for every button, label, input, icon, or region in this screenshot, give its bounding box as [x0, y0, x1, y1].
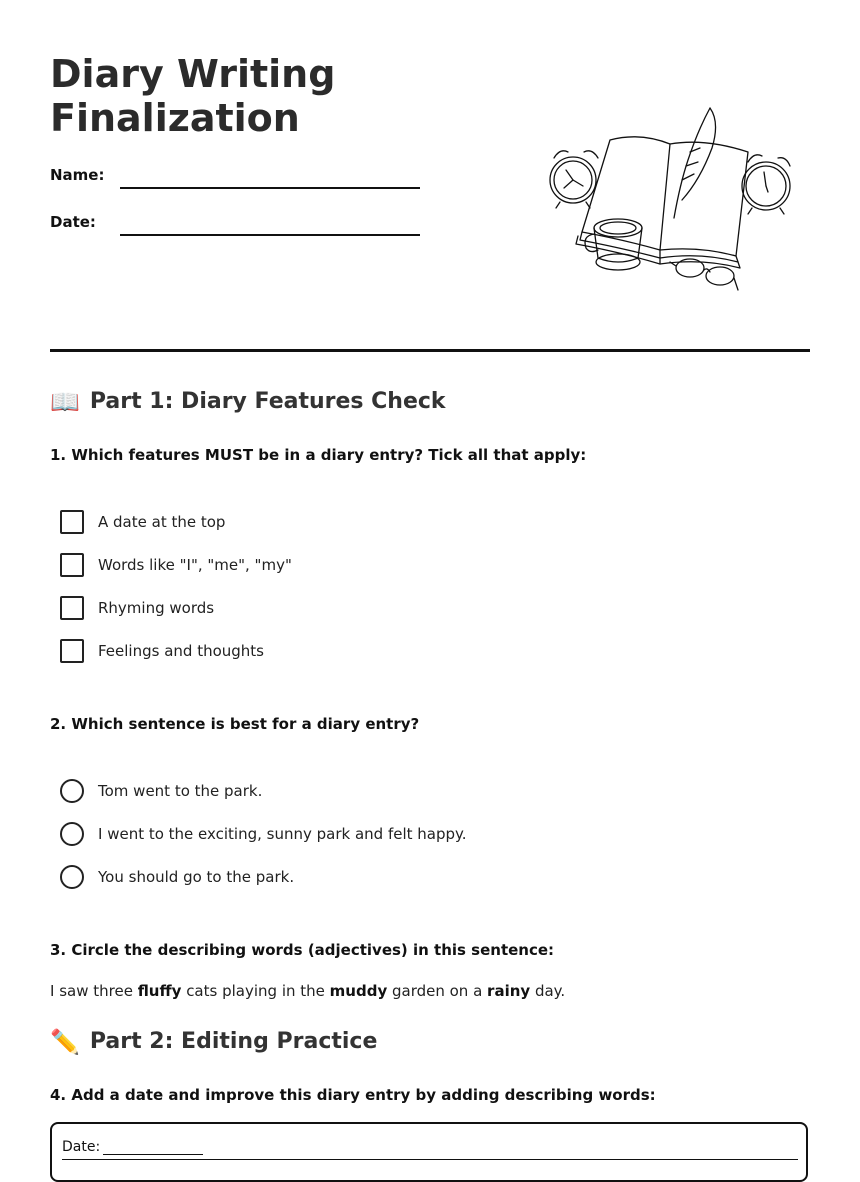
eyeglasses-icon	[670, 259, 738, 290]
edit-box-date-field[interactable]	[103, 1154, 203, 1155]
adjective-word[interactable]: rainy	[487, 982, 531, 1000]
alarm-clock-right-icon	[742, 155, 790, 214]
q2-option-label: You should go to the park.	[98, 868, 295, 886]
edit-box-date-label: Date:	[62, 1139, 101, 1155]
name-field-line[interactable]	[120, 187, 420, 189]
checkbox[interactable]	[60, 596, 84, 620]
q1-option-label: Words like "I", "me", "my"	[98, 556, 292, 574]
q2-option-label: I went to the exciting, sunny park and felt happy.	[98, 825, 467, 843]
checkbox[interactable]	[60, 639, 84, 663]
q2-option[interactable]	[60, 779, 262, 803]
sentence-text: garden on a	[387, 982, 488, 1000]
q1-option-label: Feelings and thoughts	[98, 642, 264, 660]
diary-edit-box[interactable]	[50, 1122, 808, 1182]
radio-button[interactable]	[60, 865, 84, 889]
sentence-text: day.	[530, 982, 566, 1000]
checkbox[interactable]	[60, 553, 84, 577]
question-2: 2. Which sentence is best for a diary entry?	[50, 715, 420, 733]
q1-option-label: Rhyming words	[98, 599, 215, 617]
date-field-line[interactable]	[120, 234, 420, 236]
checkbox[interactable]	[60, 510, 84, 534]
radio-button[interactable]	[60, 822, 84, 846]
section-divider	[50, 349, 810, 352]
name-label: Name:	[50, 166, 105, 184]
part1-heading-text: Part 1: Diary Features Check	[89, 389, 446, 414]
part1-heading	[50, 389, 446, 414]
edit-box-writing-line	[62, 1159, 798, 1160]
date-label: Date:	[50, 213, 96, 231]
question-1: 1. Which features MUST be in a diary entry? Tick all that apply:	[50, 446, 587, 464]
adjective-word[interactable]: fluffy	[137, 982, 182, 1000]
open-book-icon: 📖	[50, 387, 80, 416]
radio-button[interactable]	[60, 779, 84, 803]
adjective-word[interactable]: muddy	[329, 982, 388, 1000]
pencil-icon: ✏️	[50, 1027, 80, 1056]
q1-option-label: A date at the top	[98, 513, 226, 531]
q1-option[interactable]	[60, 639, 264, 663]
part2-heading	[50, 1029, 377, 1054]
alarm-clock-left-icon	[550, 151, 598, 208]
quill-feather-icon	[674, 108, 716, 218]
q1-option[interactable]	[60, 510, 225, 534]
q2-option-label: Tom went to the park.	[98, 782, 263, 800]
sentence-text: cats playing in the	[181, 982, 330, 1000]
coffee-cup-icon	[585, 219, 642, 270]
diary-illustration	[540, 100, 800, 305]
worksheet-title: Diary Writing Finalization	[50, 52, 336, 140]
q1-option[interactable]	[60, 596, 214, 620]
question-3: 3. Circle the describing words (adjectives) in this sentence:	[50, 941, 555, 959]
sentence-text: I saw three	[50, 982, 138, 1000]
q1-option[interactable]	[60, 553, 292, 577]
q2-option[interactable]	[60, 822, 467, 846]
q2-option[interactable]	[60, 865, 294, 889]
question-4: 4. Add a date and improve this diary entry by adding describing words:	[50, 1086, 656, 1104]
part2-heading-text: Part 2: Editing Practice	[89, 1029, 378, 1054]
open-book-icon	[576, 137, 748, 268]
adjective-sentence	[50, 982, 565, 1000]
